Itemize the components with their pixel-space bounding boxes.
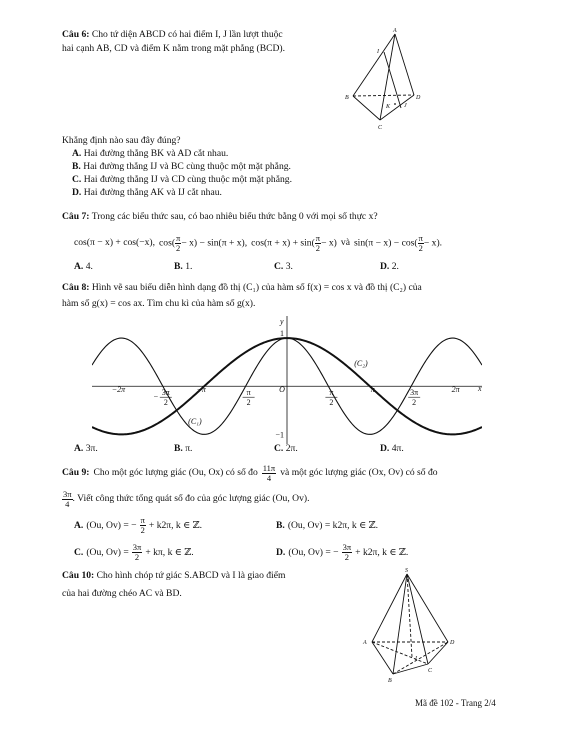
tetrahedron-figure: [340, 22, 425, 134]
q8-option-a[interactable]: A. 3π.: [74, 443, 98, 454]
x-tick-label: 3π: [410, 388, 419, 398]
q8-line1: [62, 282, 422, 293]
point-k-label: K: [386, 104, 391, 110]
q9-option-a[interactable]: A. (Ou, Ov) = − $\frac{\pi}{2}$ + k2π, k ∈ ℤ.: [74, 514, 203, 535]
q9-line2: $\frac{3\pi}{4}$ . Viết công thức tổng quát số đo của góc lượng giác (Ou, Ov).: [63, 488, 310, 509]
y-axis-label: y: [280, 317, 284, 326]
q9-frac-3pi-4: $\frac{3\pi}{4}$: [63, 488, 72, 509]
point-i-label: I: [377, 49, 379, 55]
q9-option-c[interactable]: C. (Ou, Ov) = $\frac{3\pi}{2}$ + kπ, k ∈ ℤ.: [74, 541, 194, 562]
point-i-label-2: I: [415, 656, 417, 662]
q7-option-b[interactable]: B. 1.: [174, 261, 193, 272]
q6-line2: hai cạnh AB, CD và điểm K nằm trong mặt phẳng (BCD).: [62, 43, 286, 54]
vertex-c-label: C: [378, 125, 383, 131]
x-tick-sign: −: [153, 392, 159, 402]
x-tick-label: −π: [196, 385, 206, 395]
series-label-c1: (C₁): [188, 416, 202, 426]
q7-expr-1: cos(π − x) + cos(−x),: [74, 237, 156, 249]
q6-label: Câu 6:: [62, 29, 90, 40]
x-tick-denominator: 2: [246, 398, 251, 408]
pyramid-figure: [360, 566, 460, 684]
q10-line2: của hai đường chéo AC và BD.: [62, 588, 182, 599]
q8-line2: hàm số g(x) = cos ax. Tìm chu kì của hàm số g(x).: [62, 298, 256, 309]
q7-option-d[interactable]: D. 2.: [380, 261, 399, 272]
x-axis-label: x: [478, 384, 482, 394]
q10-label: Câu 10:: [62, 570, 95, 581]
q9-line1: Câu 9: Cho một góc lượng giác (Ou, Ox) có số đo $\frac{11\pi}{4}$ và một góc lượng giác (Ox, Ov) có số đo: [62, 462, 438, 483]
q8-label: Câu 8:: [62, 282, 90, 293]
q6-text-1: Cho tứ diện ABCD có hai điểm I, J lần lượt thuộc: [91, 29, 283, 40]
q7-expressions: cos(π − x) + cos(−x), cos( $\frac{\pi}{2}$ − x) − sin(π + x), cos(π + x) + sin( $\frac{\pi}{2}$ − x) và sin(π − x) − cos( $\frac{\pi}{2}$ − x).: [74, 232, 443, 253]
y-tick-label: 1: [280, 329, 284, 339]
q8-option-b[interactable]: B. π.: [174, 443, 193, 454]
q6-option-c[interactable]: C. Hai đường thẳng IJ và CD cùng thuộc một mặt phẳng.: [72, 174, 292, 185]
q7-expr-4: sin(π − x) − cos( $\frac{\pi}{2}$ − x).: [353, 232, 443, 253]
x-tick-label: −2π: [111, 385, 126, 395]
x-tick-label: π: [329, 388, 334, 398]
q8-text-1: Hình vẽ sau biểu diễn hình dạng đồ thị (C₁) của hàm số f(x) = cos x và đồ thị (C₂) của: [91, 282, 422, 293]
vertex-b-label: B: [345, 95, 349, 101]
page-footer: Mã đề 102 - Trang 2/4: [415, 698, 496, 708]
q9-label: Câu 9:: [62, 467, 90, 479]
q8-option-c[interactable]: C. 2π.: [274, 443, 298, 454]
y-tick-label: −1: [275, 430, 284, 440]
q7-stem: [62, 211, 378, 222]
q6-line1: [62, 29, 283, 40]
x-tick-denominator: 2: [329, 398, 334, 408]
q6-option-d[interactable]: D. Hai đường thẳng AK và IJ cắt nhau.: [72, 187, 222, 198]
q6-option-b[interactable]: B. Hai đường thẳng IJ và BC cùng thuộc một mặt phẳng.: [72, 161, 291, 172]
vertex-c-label-2: C: [428, 668, 433, 674]
x-tick-label: π: [370, 385, 375, 395]
vertex-b-label-2: B: [388, 678, 392, 684]
q7-text: Trong các biểu thức sau, có bao nhiêu biểu thức bằng 0 với mọi số thực x?: [91, 211, 378, 222]
x-tick-label: π: [246, 388, 251, 398]
q6-question: Khẳng định nào sau đây đúng?: [62, 135, 181, 146]
point-j-label: J: [404, 103, 407, 109]
x-tick-denominator: 2: [412, 398, 417, 408]
cosine-graph: [92, 314, 482, 444]
series-label-c2: (C₂): [354, 359, 368, 368]
vertex-a-label: A: [393, 28, 397, 34]
vertex-a-label-2: A: [363, 640, 367, 646]
vertex-s-label: S: [405, 568, 408, 574]
x-tick-label: 2π: [451, 385, 460, 395]
vertex-d-label: D: [416, 95, 421, 101]
x-tick-denominator: 2: [163, 398, 168, 408]
q6-option-a[interactable]: A. Hai đường thẳng BK và AD cắt nhau.: [72, 148, 229, 159]
q9-option-d[interactable]: D. (Ou, Ov) = − $\frac{3\pi}{2}$ + k2π, k ∈ ℤ.: [276, 541, 409, 562]
q7-label: Câu 7:: [62, 211, 90, 222]
q7-expr-3: cos(π + x) + sin( $\frac{\pi}{2}$ − x): [251, 232, 337, 253]
x-tick-label: O: [279, 385, 285, 395]
q9-option-b[interactable]: B. (Ou, Ov) = k2π, k ∈ ℤ.: [276, 519, 378, 531]
q7-option-c[interactable]: C. 3.: [274, 261, 293, 272]
q7-option-a[interactable]: A. 4.: [74, 261, 93, 272]
vertex-d-label-2: D: [450, 640, 455, 646]
q7-expr-2: cos( $\frac{\pi}{2}$ − x) − sin(π + x),: [159, 232, 248, 253]
q9-frac-11pi-4: $\frac{11\pi}{4}$: [262, 462, 276, 483]
q8-option-d[interactable]: D. 4π.: [380, 443, 404, 454]
x-tick-label: 3π: [161, 388, 170, 398]
q10-line1: [62, 570, 285, 581]
q10-text-1: Cho hình chóp tứ giác S.ABCD và I là giao điểm: [96, 570, 286, 581]
